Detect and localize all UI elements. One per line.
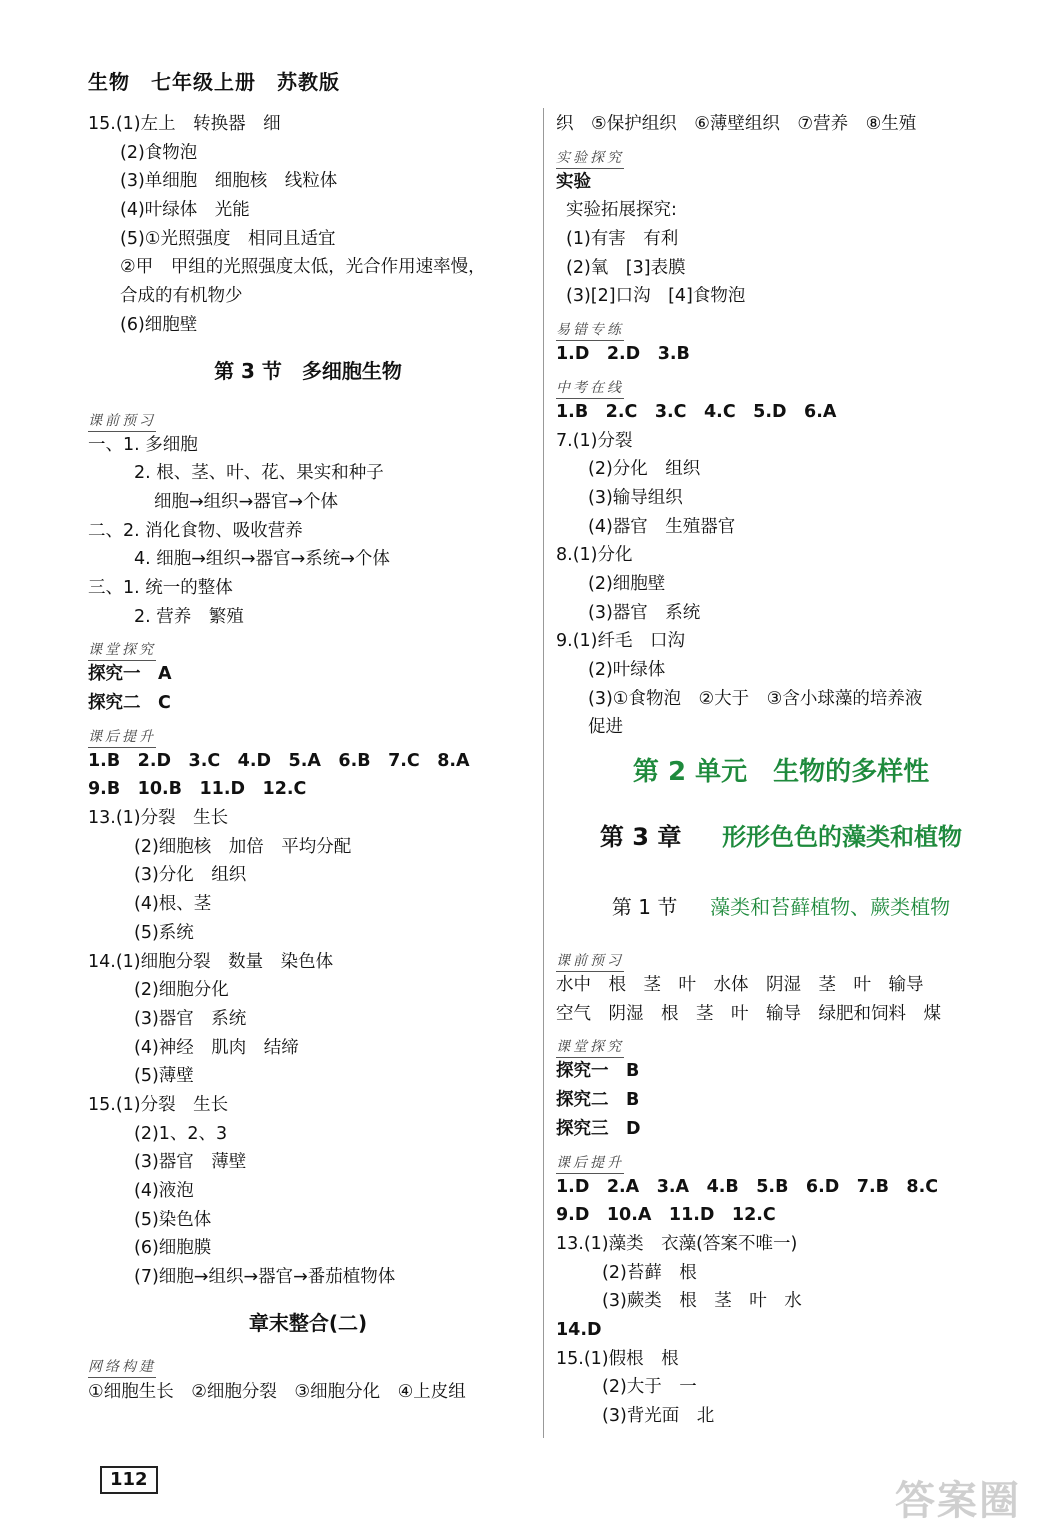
answer-line: (2)细胞壁 [588, 573, 666, 594]
answer-line: 15.(1)分裂 生长 [88, 1094, 229, 1115]
answer-line: 二、2. 消化食物、吸收营养 [88, 520, 303, 541]
experiment-title: 实验 [556, 171, 591, 192]
after-label: 课后提升 [556, 1154, 624, 1174]
unit-title: 第 2 单元 生物的多样性 [632, 757, 930, 788]
answer-line: (5)薄壁 [134, 1066, 194, 1087]
chapter-summary-title: 章末整合(二) [248, 1310, 368, 1335]
answer-line: 水中 根 茎 叶 水体 阴湿 茎 叶 输导 [556, 975, 924, 996]
answer-line: 14.D [556, 1319, 602, 1340]
answer-line: (3)器官 系统 [134, 1008, 247, 1029]
answer-line: (4)叶绿体 光能 [120, 200, 250, 221]
error-label: 易错专练 [556, 321, 624, 341]
section-title: 第 3 节 多细胞生物 [214, 358, 402, 383]
section-name: 藻类和苔藓植物、蕨类植物 [710, 895, 951, 920]
answer-line: (2)细胞核 加倍 平均分配 [134, 836, 352, 857]
answer-line: 织 ⑤保护组织 ⑥薄壁组织 ⑦营养 ⑧生殖 [556, 114, 917, 134]
answer-line: ②甲 甲组的光照强度太低，光合作用速率慢， [120, 257, 486, 278]
answer-line: (5)系统 [134, 922, 194, 943]
chapter-title [556, 802, 1006, 872]
answer-line: 13.(1)藻类 衣藻(答案不唯一) [556, 1233, 798, 1254]
answer-line: 15.(1)假根 根 [556, 1348, 679, 1369]
after-label: 课后提升 [88, 728, 156, 748]
answer-line: 7.(1)分裂 [556, 430, 633, 451]
answer-line: 8.(1)分化 [556, 545, 633, 566]
column-divider [543, 108, 544, 1438]
answer-line: 探究一 A [88, 664, 172, 685]
answer-line: 13.(1)分裂 生长 [88, 808, 229, 829]
answer-line: (2)叶绿体 [588, 660, 666, 680]
answer-line: (4)根、茎 [134, 894, 212, 915]
answer-line: (1)有害 有利 [566, 229, 679, 250]
chapter-name: 形形色色的藻类和植物 [722, 823, 963, 852]
answer-line: (2)大于 一 [602, 1377, 697, 1398]
preview-label: 课前预习 [556, 952, 624, 972]
answer-line: 合成的有机物少 [120, 286, 243, 307]
preview-label: 课前预习 [88, 412, 156, 432]
answer-line: 2. 营养 繁殖 [134, 606, 244, 627]
answer-line: (4)神经 肌肉 结缔 [134, 1037, 299, 1058]
answer-line: 9.B 10.B 11.D 12.C [88, 779, 307, 800]
answer-line: 14.(1)细胞分裂 数量 染色体 [88, 951, 334, 972]
answer-line: 一、1. 多细胞 [88, 434, 198, 455]
chapter-number: 第 3 章 [599, 823, 682, 852]
answer-line: 2. 根、茎、叶、花、果实和种子 [134, 463, 384, 484]
section-heading [556, 872, 1006, 942]
left-column [88, 110, 528, 1406]
answer-line: (3)背光面 北 [602, 1406, 715, 1426]
answer-line: 探究一 B [556, 1061, 640, 1082]
answer-line: (3)输导组织 [588, 487, 683, 508]
answer-line: (3)蕨类 根 茎 叶 水 [602, 1291, 802, 1312]
answer-line: (7)细胞→组织→器官→番茄植物体 [134, 1267, 396, 1288]
answer-line: 三、1. 统一的整体 [88, 577, 233, 598]
answer-line: ①细胞生长 ②细胞分裂 ③细胞分化 ④上皮组 [88, 1381, 466, 1402]
answer-line: 15.(1)左上 转换器 细 [88, 114, 281, 134]
class-label: 课堂探究 [556, 1038, 624, 1058]
answer-line: (4)器官 生殖器官 [588, 516, 736, 537]
answer-line: (6)细胞壁 [120, 314, 198, 335]
answer-line: (3)分化 组织 [134, 865, 247, 886]
answer-line: 探究二 C [88, 693, 171, 713]
experiment-label: 实验探究 [556, 149, 624, 169]
answer-line: 1.B 2.D 3.C 4.D 5.A 6.B 7.C 8.A [88, 750, 470, 771]
answer-line: 1.D 2.D 3.B [556, 344, 690, 365]
answer-line: (5)①光照强度 相同且适宜 [120, 228, 336, 249]
answer-line: 9.D 10.A 11.D 12.C [556, 1205, 776, 1226]
answer-line: (3)器官 系统 [588, 602, 701, 623]
page-number: 112 [100, 1466, 158, 1494]
answer-line: 探究二 B [556, 1090, 640, 1111]
answer-line: 4. 细胞→组织→器官→系统→个体 [134, 549, 390, 570]
answer-line: 1.B 2.C 3.C 4.C 5.D 6.A [556, 401, 837, 422]
page-header: 生物 七年级上册 苏教版 [88, 70, 340, 94]
answer-line: (2)分化 组织 [588, 459, 701, 480]
answer-line: 空气 阴湿 根 茎 叶 输导 绿肥和饲料 煤 [556, 1003, 941, 1024]
answer-line: 促进 [588, 717, 623, 738]
answer-line: 实验拓展探究: [566, 200, 677, 221]
answer-line: (3)器官 薄壁 [134, 1152, 247, 1173]
right-column [556, 110, 1006, 1431]
answer-line: (3)①食物泡 ②大于 ③含小球藻的培养液 [588, 688, 923, 709]
answer-line: (4)液泡 [134, 1181, 194, 1201]
class-label: 课堂探究 [88, 641, 156, 661]
answer-line: (2)1、2、3 [134, 1123, 228, 1144]
network-label: 网络构建 [88, 1358, 156, 1378]
answer-line: 1.D 2.A 3.A 4.B 5.B 6.D 7.B 8.C [556, 1176, 939, 1197]
section-number: 第 1 节 [611, 895, 678, 920]
exam-label: 中考在线 [556, 379, 624, 399]
answer-line: (2)食物泡 [120, 142, 198, 163]
watermark-logo: 答案圈 [895, 1478, 1021, 1524]
answer-line: 细胞→组织→器官→个体 [154, 491, 338, 512]
answer-line: (6)细胞膜 [134, 1238, 212, 1259]
answer-line: (5)染色体 [134, 1209, 212, 1230]
answer-line: (3)[2]口沟 [4]食物泡 [566, 286, 746, 307]
answer-line: (3)单细胞 细胞核 线粒体 [120, 171, 338, 192]
answer-line: 探究三 D [556, 1118, 641, 1139]
answer-line: 9.(1)纤毛 口沟 [556, 631, 685, 652]
answer-line: (2)苔藓 根 [602, 1262, 697, 1283]
answer-line: (2)氧 [3]表膜 [566, 257, 686, 278]
answer-line: (2)细胞分化 [134, 980, 229, 1001]
